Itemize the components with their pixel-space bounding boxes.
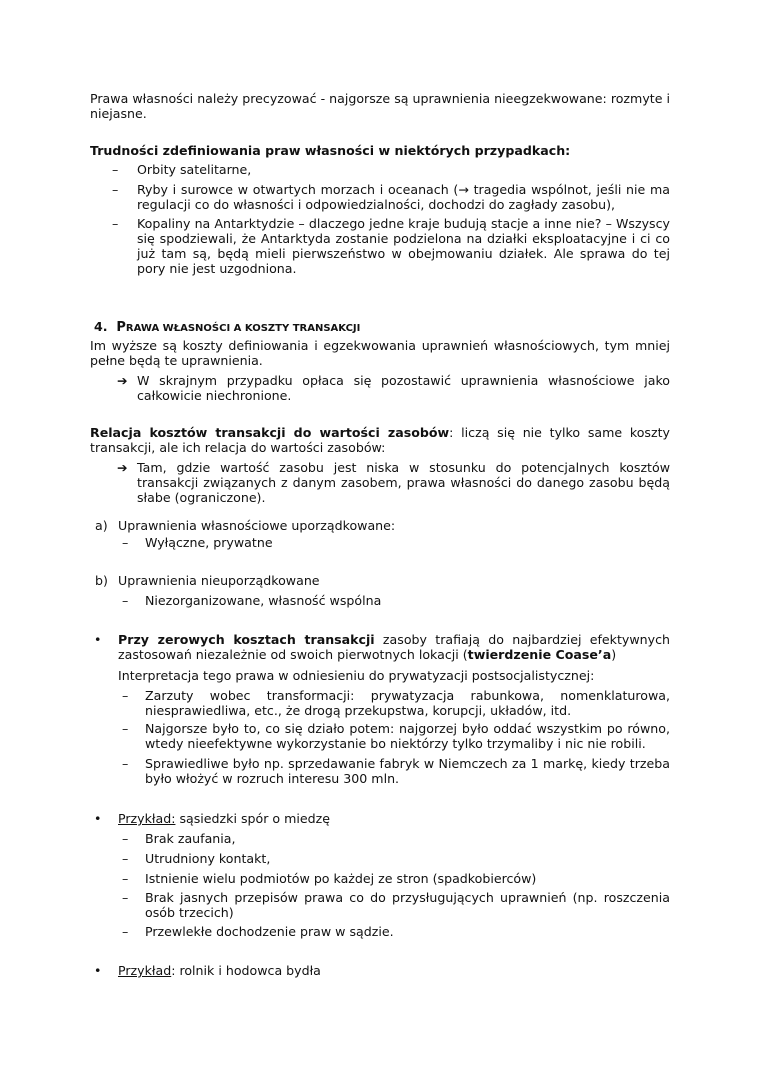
section-heading: [94, 319, 670, 336]
dash-marker: –: [122, 688, 129, 703]
list-item: Ryby i surowce w otwartych morzach i oceanach (→ tragedia wspólnot, jeśli nie ma regulacji co do własności i odpowiedzialności, dochodzi do zagłady zasobu),: [137, 182, 670, 212]
section-title-initial: P: [116, 320, 126, 335]
list-item: Najgorsze było to, co się działo potem: najgorzej było oddać wszystkim po równo, wtedy nieefektywne wykorzystanie bo niektórzy tylko trzymaliby i nic nie robili.: [145, 721, 670, 751]
list-item: Istnienie wielu podmiotów po każdej ze stron (spadkobierców): [145, 871, 537, 886]
dash-marker: –: [122, 871, 129, 886]
list-item: Przewlekłe dochodzenie praw w sądzie.: [145, 924, 394, 939]
intro-paragraph: Prawa własności należy precyzować - najgorsze są uprawnienia nieegzekwowane: rozmyte i niejasne.: [90, 91, 670, 121]
list-label-a: a): [95, 518, 108, 533]
arrow-icon: ➔: [117, 460, 128, 475]
dash-marker: –: [122, 535, 129, 550]
list-item: Sprawiedliwe było np. sprzedawanie fabryk w Niemczech za 1 markę, kiedy trzeba było włożyć w rozruch interesu 300 mln.: [145, 756, 670, 786]
list-label-b: b): [95, 573, 108, 588]
dash-marker: –: [122, 831, 129, 846]
relacja-paragraph: [90, 425, 670, 455]
section-number: 4.: [94, 319, 108, 334]
list-item: Zarzuty wobec transformacji: prywatyzacja rabunkowa, nomenklaturowa, niesprawiedliwa, etc., że drogą przekupstwa, korupcji, układów, itd.: [145, 688, 670, 718]
difficulties-heading: Trudności zdefiniowania praw własności w niektórych przypadkach:: [90, 143, 571, 158]
list-item: Orbity satelitarne,: [137, 162, 252, 177]
section-paragraph: Im wyższe są koszty definiowania i egzekwowania uprawnień własnościowych, tym mniej pełne będą te uprawnienia.: [90, 338, 670, 368]
dash-marker: –: [112, 182, 119, 197]
dash-marker: –: [122, 721, 129, 736]
dash-marker: –: [122, 890, 129, 905]
bullet-marker: •: [94, 632, 102, 647]
coase-end: ): [611, 647, 617, 662]
arrow-item: W skrajnym przypadku opłaca się pozostawić uprawnienia własnościowe jako całkowicie niechronione.: [137, 373, 670, 403]
example-text: sąsiedzki spór o miedzę: [175, 811, 330, 826]
section-title: RAWA WŁASNOŚCI A KOSZTY TRANSAKCJI: [125, 323, 361, 334]
list-item: Wyłączne, prywatne: [145, 535, 273, 550]
example-text: : rolnik i hodowca bydła: [171, 963, 321, 978]
list-item-b: Uprawnienia nieuporządkowane: [118, 573, 320, 588]
relacja-text: : liczą się nie tylko same koszty transakcji, ale ich relacja do wartości zasobów:: [90, 425, 670, 455]
list-item: Brak zaufania,: [145, 831, 236, 846]
arrow-icon: ➔: [117, 373, 128, 388]
dash-marker: –: [122, 924, 129, 939]
dash-marker: –: [122, 593, 129, 608]
example-label: Przykład: [118, 963, 172, 978]
list-item: Kopaliny na Antarktydzie – dlaczego jedne kraje budują stacje a inne nie? – Wszyscy się spodziewali, że Antarktyda zostanie podzielona na działki eksploatacyjne i ci co już tam są, będą mieli pierwszeństwo w obejmowaniu działek. Ale sprawa do tej pory nie jest uzgodniona.: [137, 216, 670, 276]
coase-theorem: twierdzenie Coase’a: [467, 647, 612, 662]
bullet-marker: •: [94, 963, 102, 978]
coase-text: zasoby trafiają do najbardziej efektywnych zastosowań niezależnie od swoich pierwotnych lokacji (: [118, 632, 670, 662]
dash-marker: –: [122, 851, 129, 866]
example-heading: [118, 963, 670, 978]
coase-bold: Przy zerowych kosztach transakcji: [118, 632, 375, 647]
list-item: Niezorganizowane, własność wspólna: [145, 593, 382, 608]
dash-marker: –: [122, 756, 129, 771]
list-item: Utrudniony kontakt,: [145, 851, 271, 866]
interpretation-text: Interpretacja tego prawa w odniesieniu do prywatyzacji postsocjalistycznej:: [118, 668, 595, 683]
list-item-a: Uprawnienia własnościowe uporządkowane:: [118, 518, 396, 533]
example-heading: [118, 811, 670, 826]
relacja-bold: Relacja kosztów transakcji do wartości zasobów: [90, 425, 450, 440]
list-item: Brak jasnych przepisów prawa co do przysługujących uprawnień (np. roszczenia osób trzecich): [145, 890, 670, 920]
bullet-marker: •: [94, 811, 102, 826]
dash-marker: –: [112, 162, 119, 177]
coase-paragraph: [118, 632, 670, 662]
example-label: Przykład:: [118, 811, 176, 826]
arrow-item: Tam, gdzie wartość zasobu jest niska w stosunku do potencjalnych kosztów transakcji związanych z danym zasobem, prawa własności do danego zasobu będą słabe (ograniczone).: [137, 460, 670, 505]
dash-marker: –: [112, 216, 119, 231]
